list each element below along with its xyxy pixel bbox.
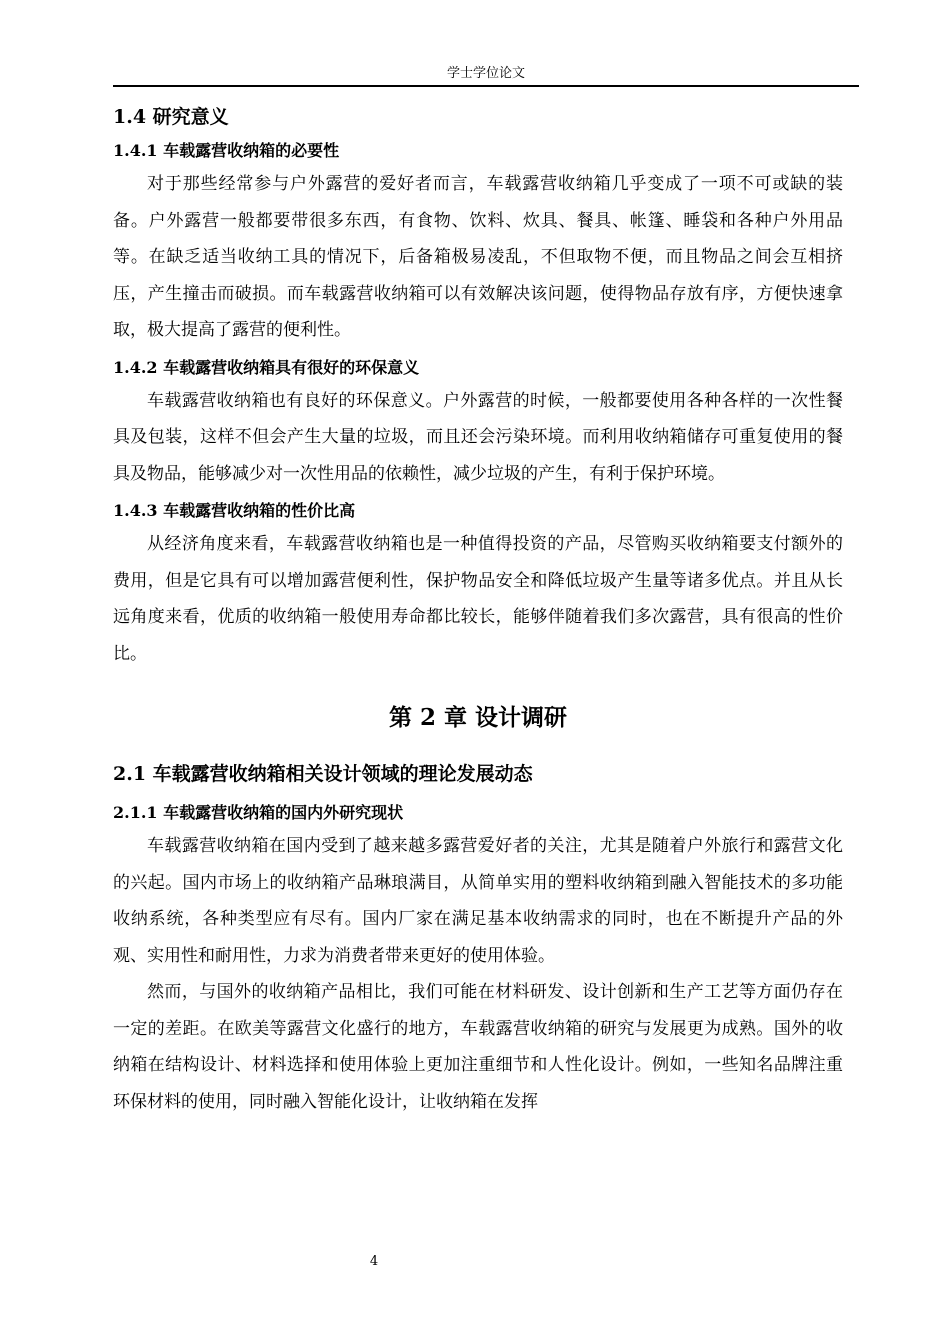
page-body bbox=[113, 96, 843, 1120]
paragraph-1-4-3: 从经济角度来看，车载露营收纳箱也是一种值得投资的产品，尽管购买收纳箱要支付额外的费用，但是它具有可以增加露营便利性，保护物品安全和降低垃圾产生量等诸多优点。并且从长远角度来看，优质的收纳箱一般使用寿命都比较长，能够伴随着我们多次露营，具有很高的性价比。 bbox=[113, 534, 843, 664]
section-heading-1-4: 1.4 研究意义 bbox=[113, 106, 229, 128]
section-heading-2-1: 2.1 车载露营收纳箱相关设计领域的理论发展动态 bbox=[113, 763, 533, 785]
running-header: 学士学位论文 bbox=[446, 66, 525, 81]
chapter-title: 第 2 章 设计调研 bbox=[388, 704, 568, 731]
header-rule bbox=[113, 85, 859, 87]
subsection-heading-1-4-3: 1.4.3 车载露营收纳箱的性价比高 bbox=[113, 501, 356, 520]
paragraph-2-1-1-a: 车载露营收纳箱在国内受到了越来越多露营爱好者的关注，尤其是随着户外旅行和露营文化的兴起。国内市场上的收纳箱产品琳琅满目，从简单实用的塑料收纳箱到融入智能技术的多功能收纳系统，各种类型应有尽有。国内厂家在满足基本收纳需求的同时，也在不断提升产品的外观、实用性和耐用性，力求为消费者带来更好的使用体验。 bbox=[113, 836, 843, 966]
paragraph-2-1-1-b: 然而，与国外的收纳箱产品相比，我们可能在材料研发、设计创新和生产工艺等方面仍存在一定的差距。在欧美等露营文化盛行的地方，车载露营收纳箱的研究与发展更为成熟。国外的收纳箱在结构设计、材料选择和使用体验上更加注重细节和人性化设计。例如，一些知名品牌注重环保材料的使用，同时融入智能化设计，让收纳箱在发挥 bbox=[113, 982, 843, 1112]
paragraph-1-4-2: 车载露营收纳箱也有良好的环保意义。户外露营的时候，一般都要使用各种各样的一次性餐具及包装，这样不但会产生大量的垃圾，而且还会污染环境。而利用收纳箱储存可重复使用的餐具及物品，能够减少对一次性用品的依赖性，减少垃圾的产生，有利于保护环境。 bbox=[113, 390, 843, 484]
subsection-heading-1-4-2: 1.4.2 车载露营收纳箱具有很好的环保意义 bbox=[113, 357, 420, 377]
paragraph-1-4-1: 对于那些经常参与户外露营的爱好者而言，车载露营收纳箱几乎变成了一项不可或缺的装备。户外露营一般都要带很多东西，有食物、饮料、炊具、餐具、帐篷、睡袋和各种户外用品等。在缺乏适当收纳工具的情况下，后备箱极易凌乱，不但取物不便，而且物品之间会互相挤压，产生撞击而破损。而车载露营收纳箱可以有效解决该问题，使得物品存放有序，方便快速拿取，极大提高了露营的便利性。 bbox=[113, 174, 843, 340]
subsection-heading-1-4-1: 1.4.1 车载露营收纳箱的必要性 bbox=[113, 141, 340, 160]
page-number: 4 bbox=[369, 1254, 379, 1269]
subsection-heading-2-1-1: 2.1.1 车载露营收纳箱的国内外研究现状 bbox=[113, 803, 404, 822]
